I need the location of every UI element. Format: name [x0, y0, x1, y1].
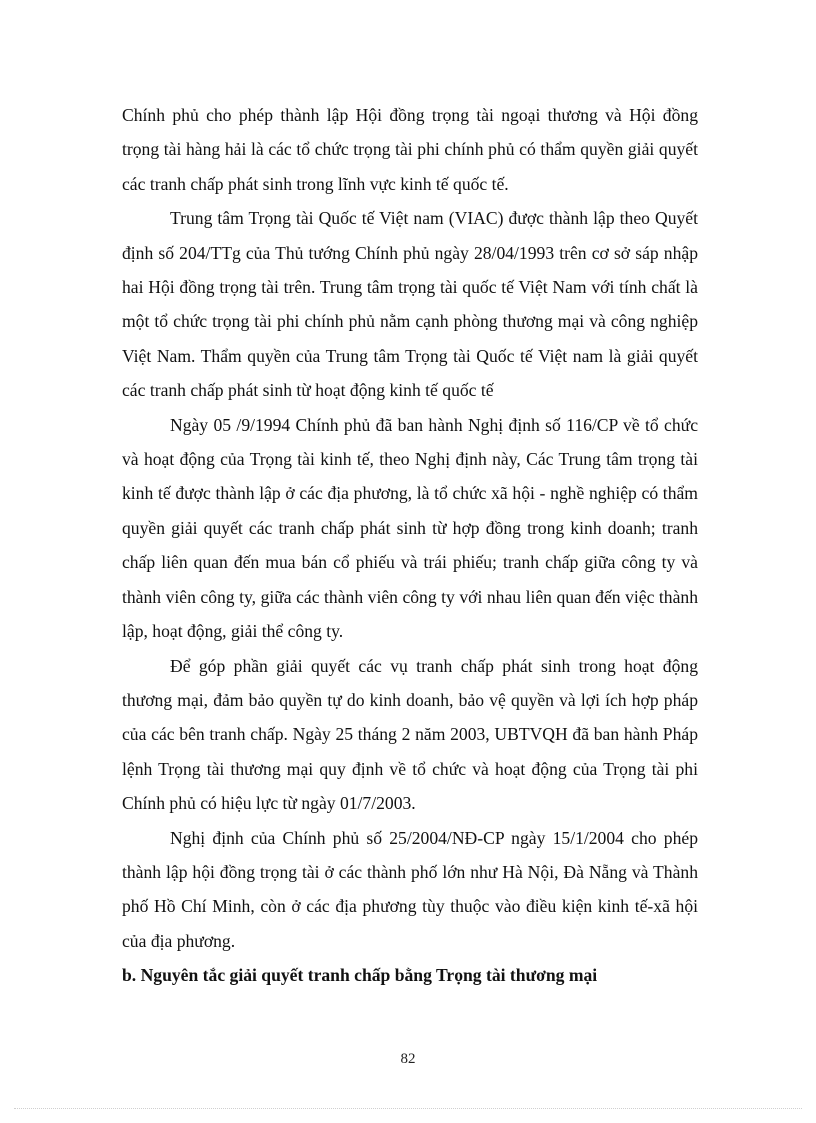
page-body [122, 98, 698, 993]
paragraph-decree-25: Nghị định của Chính phủ số 25/2004/NĐ-CP ngày 15/1/2004 cho phép thành lập hội đồng trọng tài ở các thành phố lớn như Hà Nội, Đà Nẵng và Thành phố Hồ Chí Minh, còn ở các địa phương tùy thuộc vào điều kiện kinh tế-xã hội của địa phương. [122, 827, 698, 951]
paragraph-ordinance-2003: Để góp phần giải quyết các vụ tranh chấp phát sinh trong hoạt động thương mại, đảm bảo quyền tự do kinh doanh, bảo vệ quyền và lợi ích hợp pháp của các bên tranh chấp. Ngày 25 tháng 2 năm 2003, UBTVQH đã ban hành Pháp lệnh Trọng tài thương mại quy định về tổ chức và hoạt động của Trọng tài phi Chính phủ có hiệu lực từ ngày 01/7/2003. [122, 655, 698, 814]
section-heading: b. Nguyên tắc giải quyết tranh chấp bằng Trọng tài thương mại [122, 965, 598, 986]
paragraph-continuation: Chính phủ cho phép thành lập Hội đồng trọng tài ngoại thương và Hội đồng trọng tài hàng hải là các tổ chức trọng tài phi chính phủ có thẩm quyền giải quyết các tranh chấp phát sinh trong lĩnh vực kinh tế quốc tế. [122, 105, 698, 194]
paragraph-decree-116: Ngày 05 /9/1994 Chính phủ đã ban hành Nghị định số 116/CP về tổ chức và hoạt động của Trọng tài kinh tế, theo Nghị định này, Các Trung tâm trọng tài kinh tế được thành lập ở các địa phương, là tổ chức xã hội - nghề nghiệp có thẩm quyền giải quyết các tranh chấp phát sinh từ hợp đồng trong kinh doanh; tranh chấp liên quan đến mua bán cổ phiếu và trái phiếu; tranh chấp giữa công ty và thành viên công ty, giữa các thành viên công ty với nhau liên quan đến việc thành lập, hoạt động, giải thể công ty. [122, 414, 698, 642]
page-number: 82 [400, 1051, 416, 1067]
page-bottom-divider [14, 1108, 802, 1109]
paragraph-viac: Trung tâm Trọng tài Quốc tế Việt nam (VIAC) được thành lập theo Quyết định số 204/TTg của Thủ tướng Chính phủ ngày 28/04/1993 trên cơ sở sáp nhập hai Hội đồng trọng tài trên. Trung tâm trọng tài quốc tế Việt Nam với tính chất là một tổ chức trọng tài phi chính phủ nằm cạnh phòng thương mại và công nghiệp Việt Nam. Thẩm quyền của Trung tâm Trọng tài Quốc tế Việt nam là giải quyết các tranh chấp phát sinh từ hoạt động kinh tế quốc tế [122, 208, 698, 401]
